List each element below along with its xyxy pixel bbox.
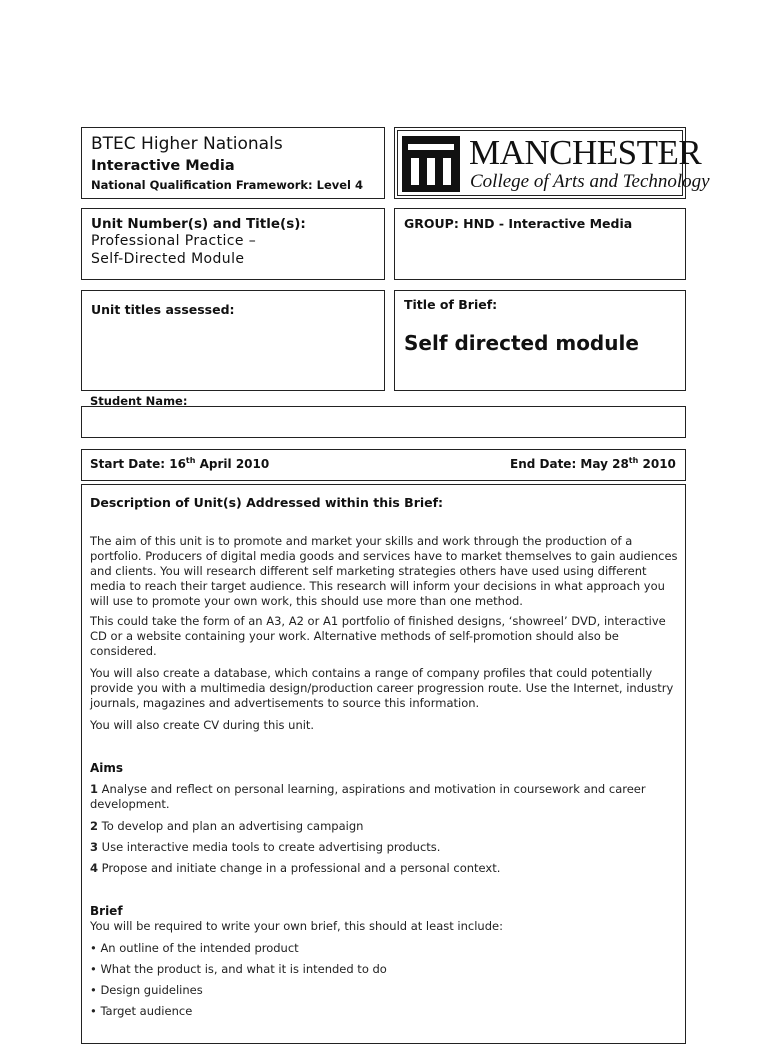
aim-item-4: 4 Propose and initiate change in a professional and a personal context. bbox=[90, 861, 501, 875]
brief-bullet-2: • What the product is, and what it is intended to do bbox=[90, 962, 387, 976]
assessed-label: Unit titles assessed: bbox=[91, 302, 235, 317]
brief-title-box bbox=[394, 290, 686, 391]
group-label: GROUP: HND - Interactive Media bbox=[404, 216, 633, 231]
aim-item-3: 3 Use interactive media tools to create advertising products. bbox=[90, 840, 441, 854]
college-name: MANCHESTER bbox=[469, 133, 702, 172]
brief-label: Title of Brief: bbox=[404, 297, 498, 312]
aims-heading: Aims bbox=[90, 761, 124, 775]
college-logo-box bbox=[397, 130, 710, 196]
framework-level: National Qualification Framework: Level 4 bbox=[91, 178, 364, 192]
college-subtitle: College of Arts and Technology bbox=[470, 171, 710, 192]
unit-label: Unit Number(s) and Title(s): bbox=[91, 216, 306, 232]
student-name-label: Student Name: bbox=[90, 394, 188, 408]
brief-intro: You will be required to write your own brief, this should at least include: bbox=[90, 919, 503, 933]
description-paragraph-1: The aim of this unit is to promote and market your skills and work through the production of a portfolio. Producers of digital media goods and services have to market themselves to gain audiences and clients. You will research different self marketing strategies others have used using different media to reach their target audience. This research will inform your decisions in what approach you will use to promote your own work, this should use more than one method. bbox=[90, 534, 678, 608]
programme-title: BTEC Higher Nationals bbox=[91, 134, 283, 154]
brief-title: Self directed module bbox=[404, 331, 639, 355]
brief-bullet-4: • Target audience bbox=[90, 1004, 193, 1018]
unit-titles-assessed-box bbox=[81, 290, 385, 391]
brief-bullet-1: • An outline of the intended product bbox=[90, 941, 299, 955]
brief-bullet-3: • Design guidelines bbox=[90, 983, 203, 997]
student-name-field[interactable] bbox=[81, 406, 686, 438]
description-heading: Description of Unit(s) Addressed within this Brief: bbox=[90, 495, 444, 510]
course-title: Interactive Media bbox=[91, 158, 235, 174]
description-paragraph-4: You will also create CV during this unit. bbox=[90, 718, 315, 732]
programme-header-box bbox=[81, 127, 385, 199]
aim-item-1: 1 Analyse and reflect on personal learning, aspirations and motivation in coursework and career development. bbox=[90, 782, 646, 811]
unit-title-line1: Professional Practice – bbox=[91, 233, 257, 249]
description-paragraph-3: You will also create a database, which contains a range of company profiles that could potentially provide you with a multimedia design/production career progression route. Use the Internet, industry journals, magazines and advertisements to source this information. bbox=[90, 666, 674, 710]
start-date: Start Date: 16th April 2010 bbox=[90, 456, 270, 471]
description-paragraph-2: This could take the form of an A3, A2 or A1 portfolio of finished designs, ‘showreel’ DVD, interactive CD or a website containing your work. Alternative methods of self-promotion should also be considered. bbox=[90, 614, 666, 658]
unit-title-line2: Self-Directed Module bbox=[91, 251, 245, 267]
aim-item-2: 2 To develop and plan an advertising campaign bbox=[90, 819, 364, 833]
unit-title-box bbox=[81, 208, 385, 280]
college-logo-icon bbox=[402, 136, 460, 192]
end-date: End Date: May 28th 2010 bbox=[510, 456, 676, 471]
dates-box bbox=[81, 449, 686, 481]
group-box bbox=[394, 208, 686, 280]
brief-section-heading: Brief bbox=[90, 904, 123, 918]
